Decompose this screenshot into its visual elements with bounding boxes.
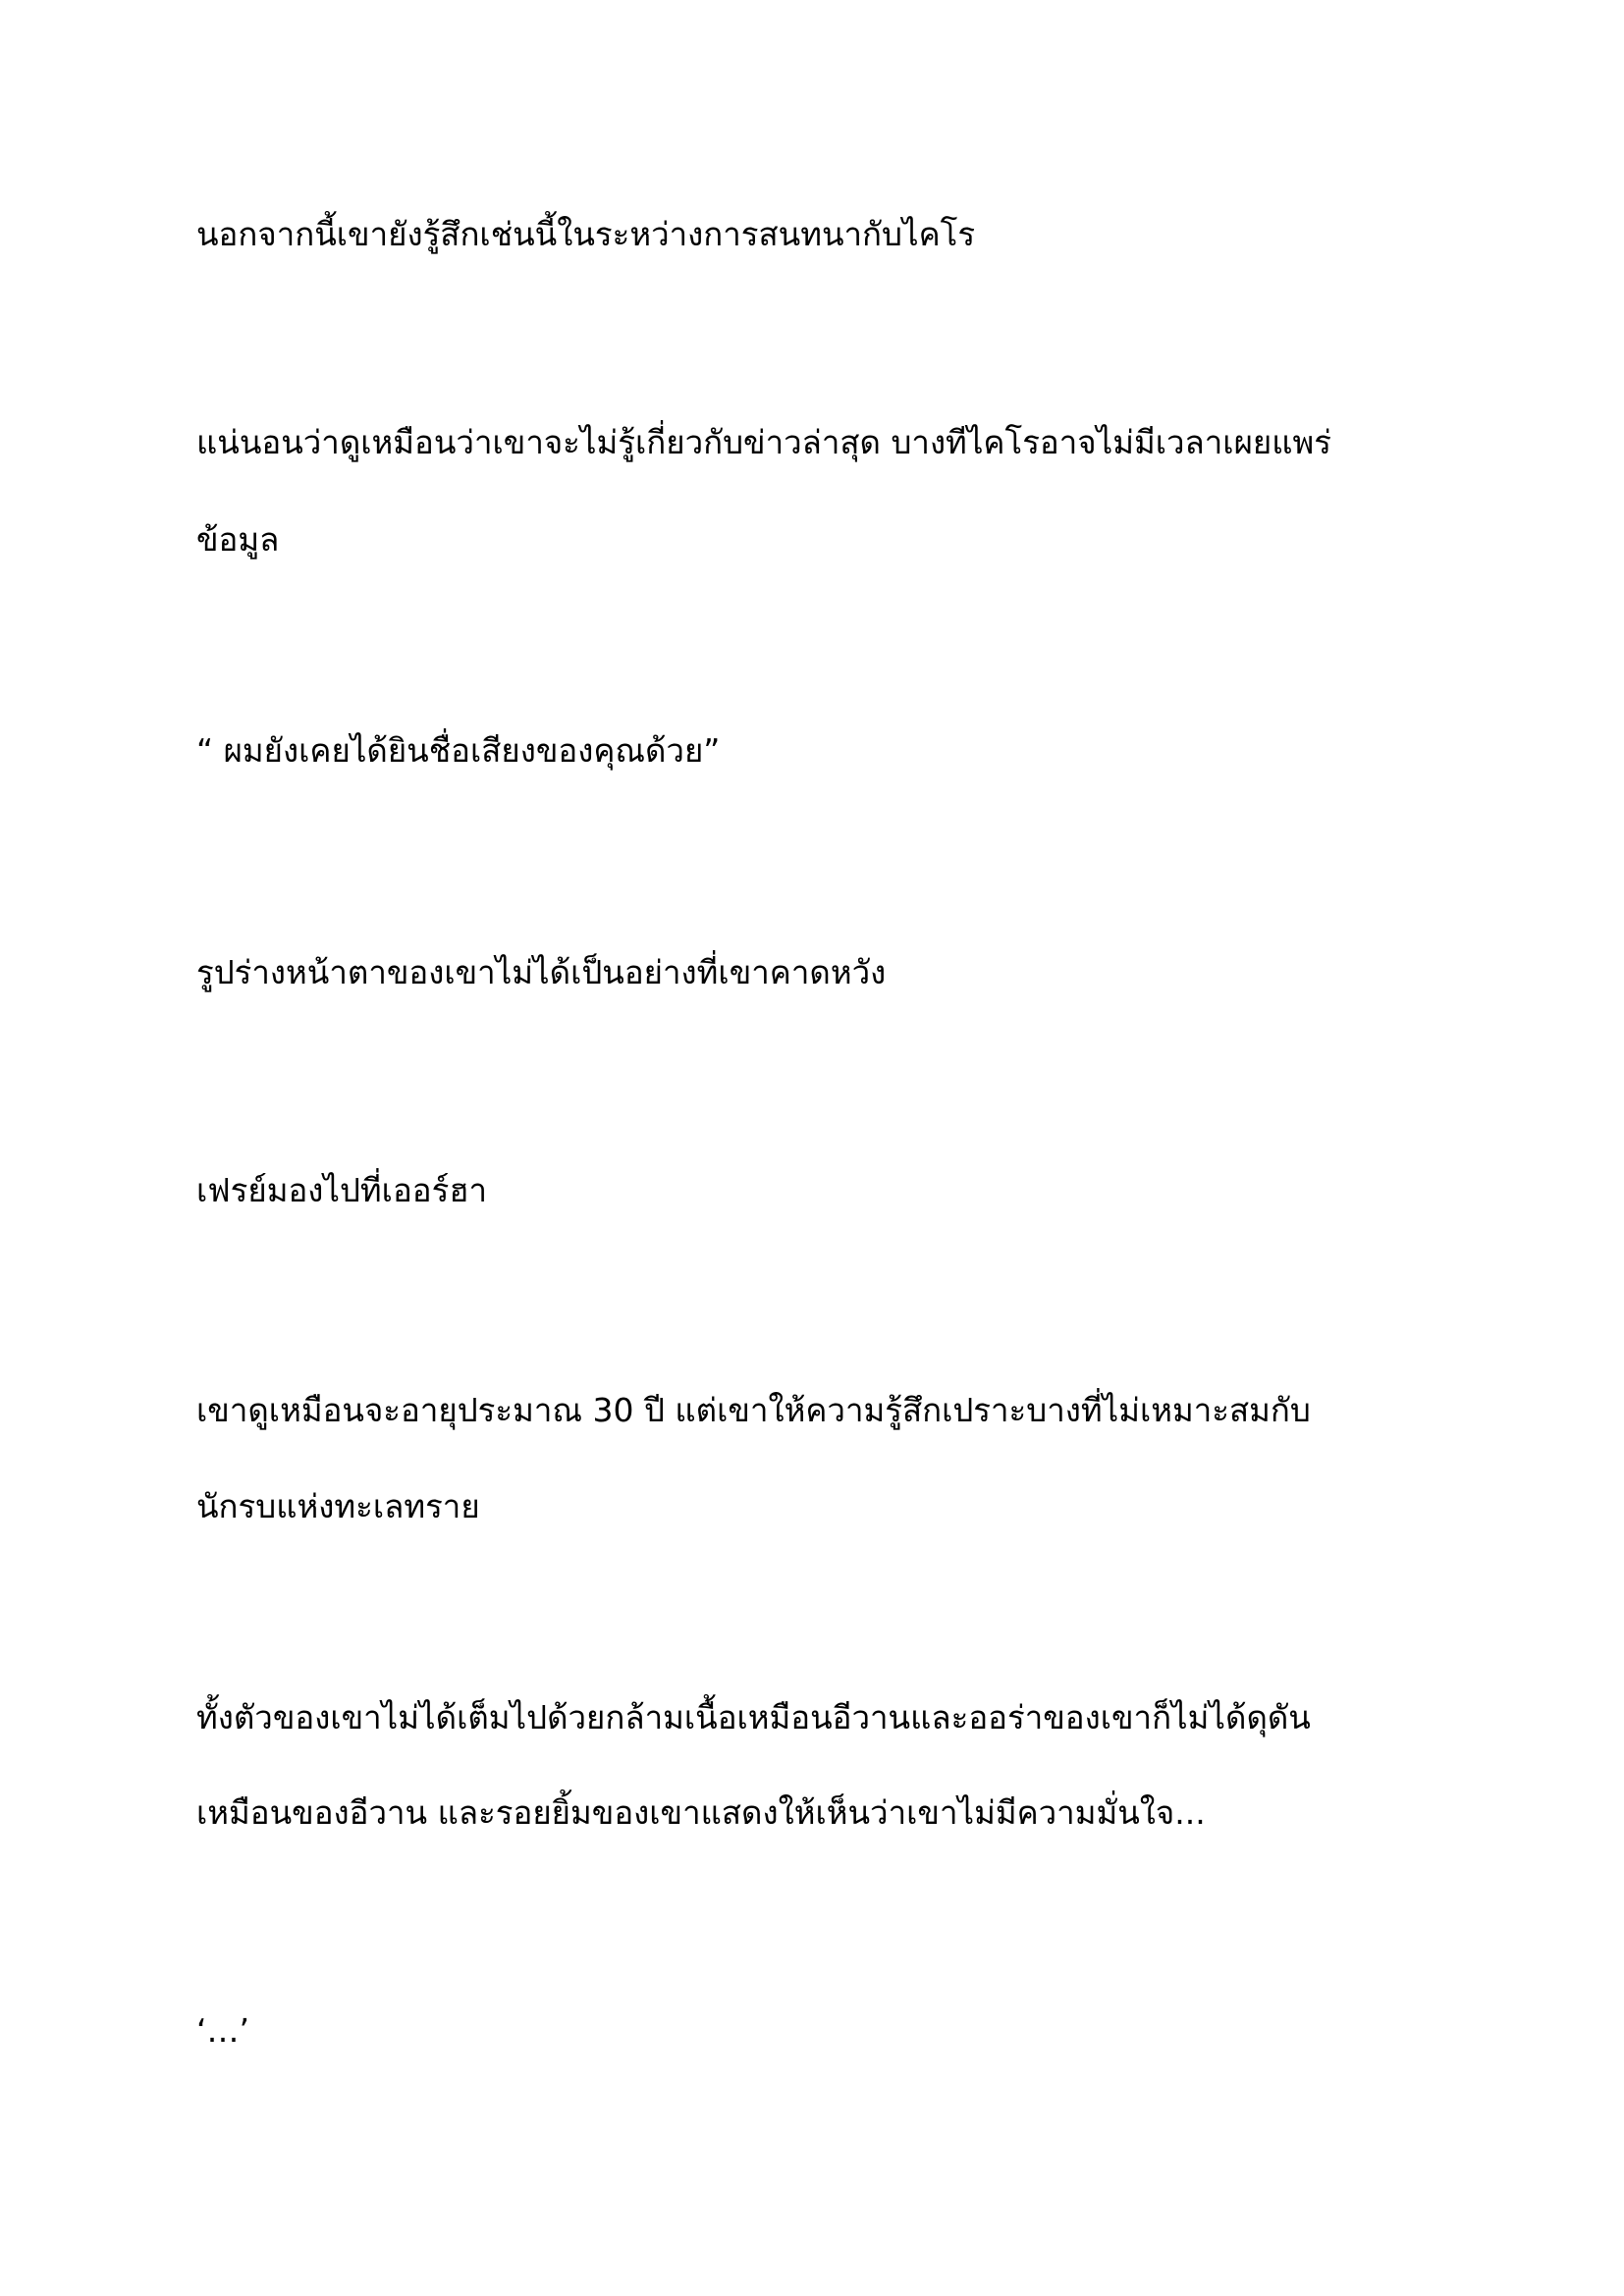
paragraph-line: รูปร่างหน้าตาของเขาไม่ได้เป็นอย่างที่เขาคาดหวัง [196,953,887,991]
paragraph-line: แน่นอนว่าดูเหมือนว่าเขาจะไม่รู้เกี่ยวกับข่าวล่าสุด บางทีไคโรอาจไม่มีเวลาเผยแพร่ [196,423,1331,461]
paragraph-line: ทั้งตัวของเขาไม่ได้เต็มไปด้วยกล้ามเนื้อเหมือนอีวานและออร่าของเขาก็ไม่ได้ดุดัน [196,1698,1311,1736]
paragraph-line: ข้อมูล [196,520,280,559]
thought-line: ‘…’ [196,2011,249,2050]
dialogue-line: “ ผมยังเคยได้ยินชื่อเสียงของคุณด้วย” [196,731,721,770]
paragraph-line: เฟรย์มองไปที่เออร์ฮา [196,1171,488,1209]
paragraph-line: เหมือนของอีวาน และรอยยิ้มของเขาแสดงให้เห็นว่าเขาไม่มีความมั่นใจ... [196,1793,1206,1832]
paragraph-line: เขาดูเหมือนจะอายุประมาณ 30 ปี แต่เขาให้ความรู้สึกเปราะบางที่ไม่เหมาะสมกับ [196,1391,1311,1429]
paragraph-line: นักรบแห่งทะเลทราย [196,1487,480,1525]
paragraph-line: นอกจากนี้เขายังรู้สึกเช่นนี้ในระหว่างการสนทนากับไคโร [196,215,976,253]
